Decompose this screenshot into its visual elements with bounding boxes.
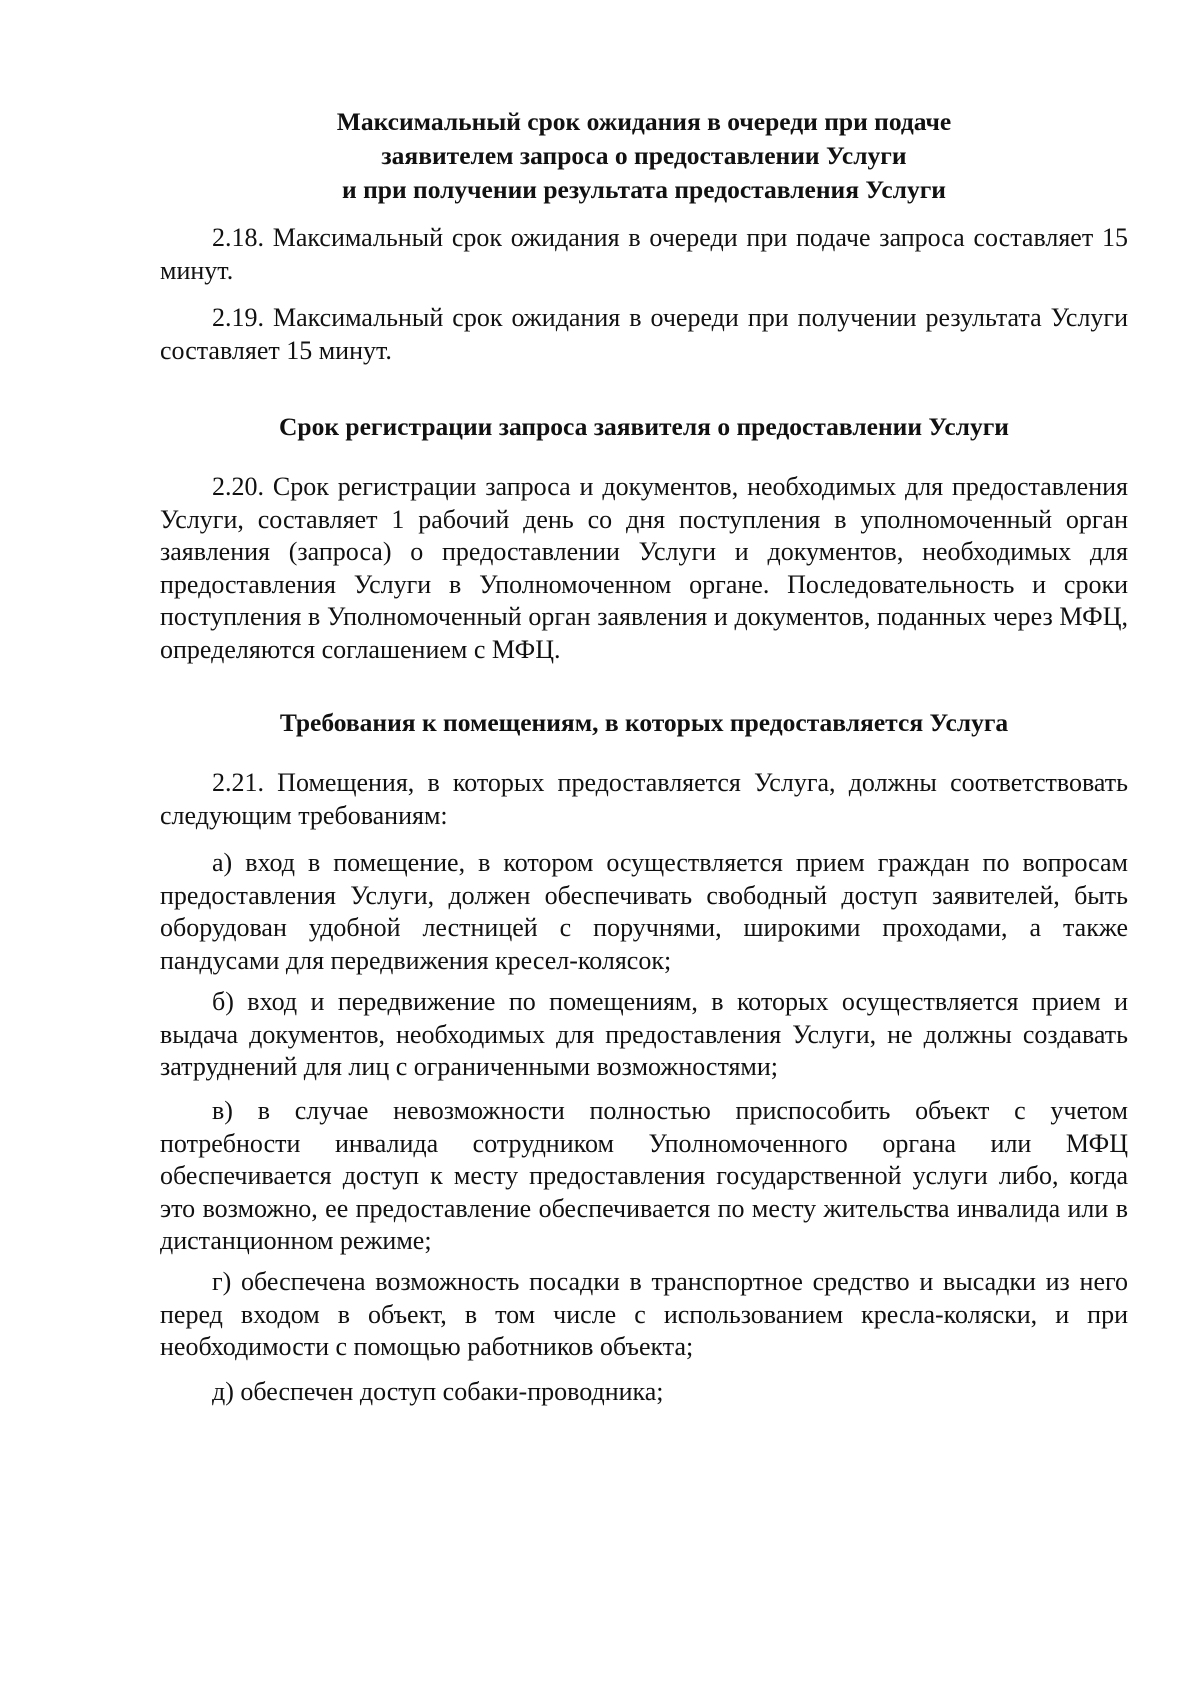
paragraph-item-v: в) в случае невозможности полностью приспособить объект с учетом потребности инвалида сотрудником Уполномоченного органа или МФЦ обеспечивается доступ к месту предоставления государственной услуги либо, когда это возможно, ее предоставление обеспечивается по месту жительства инвалида или в дистанционном режиме;	[160, 1096, 1128, 1256]
paragraph-item-d: д) обеспечен доступ собаки-проводника;	[212, 1377, 664, 1406]
section-heading-premises: Требования к помещениям, в которых предоставляется Услуга	[279, 708, 1009, 737]
paragraph-item-a: а) вход в помещение, в котором осуществляется прием граждан по вопросам предоставления Услуги, должен обеспечивать свободный доступ заявителей, быть оборудован удобной лестницей с поручнями, широкими проходами, а также пандусами для передвижения кресел-колясок;	[160, 848, 1128, 975]
paragraph-2-21: 2.21. Помещения, в которых предоставляется Услуга, должны соответствовать следующим требованиям:	[160, 768, 1128, 830]
paragraph-2-19: 2.19. Максимальный срок ожидания в очереди при получении результата Услуги составляет 15 минут.	[160, 303, 1128, 365]
heading-line: Максимальный срок ожидания в очереди при подаче	[336, 107, 952, 136]
paragraph-item-b: б) вход и передвижение по помещениям, в которых осуществляется прием и выдача документов, необходимых для предоставления Услуги, не должны создавать затруднений для лиц с ограниченными возможностями;	[160, 987, 1128, 1082]
paragraph-item-g: г) обеспечена возможность посадки в транспортное средство и высадки из него перед входом в объект, в том числе с использованием кресла-коляски, и при необходимости с помощью работников объекта;	[160, 1267, 1128, 1362]
heading-line: и при получении результата предоставления Услуги	[342, 175, 946, 204]
heading-line: заявителем запроса о предоставлении Услуги	[381, 141, 907, 170]
paragraph-2-18: 2.18. Максимальный срок ожидания в очереди при подаче запроса составляет 15 минут.	[160, 223, 1128, 285]
section-heading-registration: Срок регистрации запроса заявителя о предоставлении Услуги	[279, 412, 1009, 441]
paragraph-2-20: 2.20. Срок регистрации запроса и документов, необходимых для предоставления Услуги, составляет 1 рабочий день со дня поступления в уполномоченный орган заявления (запроса) о предоставлении Услуги и документов, необходимых для предоставления Услуги в Уполномоченном органе. Последовательность и сроки поступления в Уполномоченный орган заявления и документов, поданных через МФЦ, определяются соглашением с МФЦ.	[160, 472, 1128, 664]
section-heading-queue-wait	[160, 105, 1128, 207]
